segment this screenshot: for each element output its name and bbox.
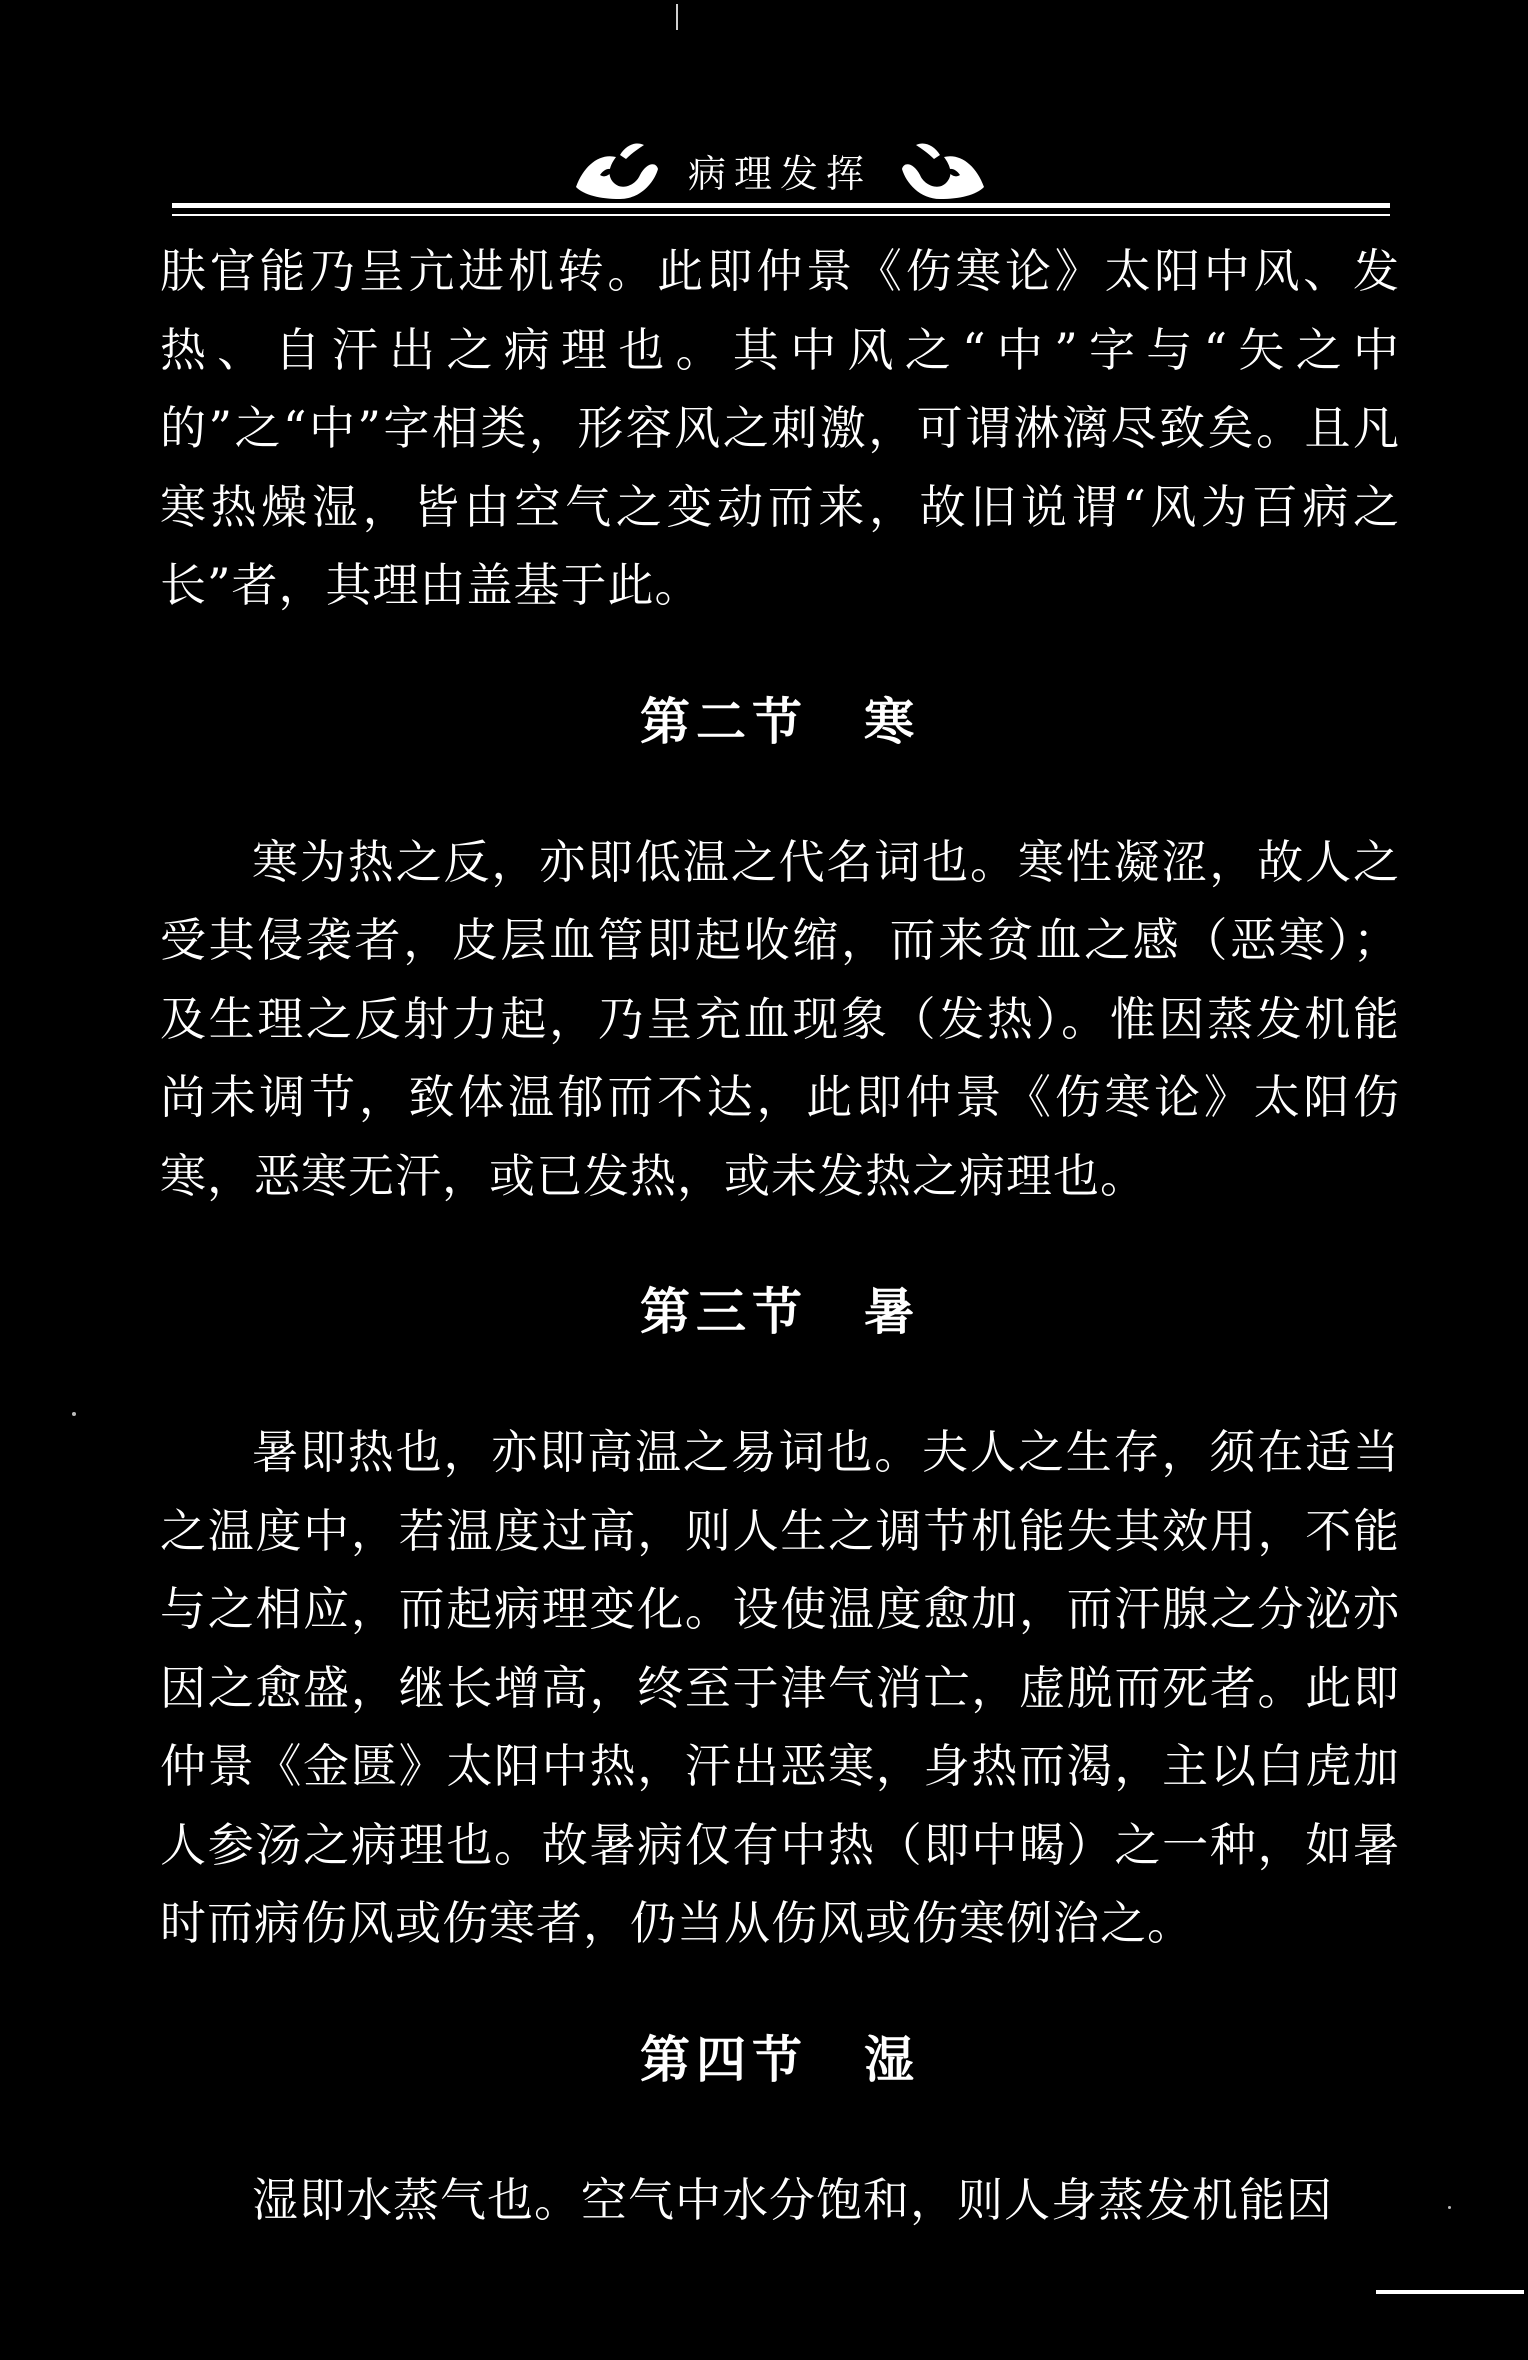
right-ornament-icon — [898, 135, 990, 205]
body-text — [160, 232, 1400, 2239]
section-title-cold: 第二节 寒 — [640, 692, 920, 751]
paragraph-dampness: 湿即水蒸气也。空气中水分饱和，则人身蒸发机能因 — [252, 2172, 1333, 2227]
paragraph-cold: 寒为热之反，亦即低温之代名词也。寒性凝涩，故人之受其侵袭者，皮层血管即起收缩，而来贫血之感（恶寒）；及生理之反射力起，乃呈充血现象（发热）。惟因蒸发机能尚未调节，致体温郁而不达，此即仲景《伤寒论》太阳伤寒，恶寒无汗，或已发热，或未发热之病理也。 — [160, 834, 1400, 1203]
section-title-dampness: 第四节 湿 — [640, 2030, 920, 2089]
section-title-summer-heat: 第三节 暑 — [640, 1283, 920, 1341]
footer-rule — [1376, 2290, 1524, 2294]
header-rule-thin — [172, 214, 1390, 216]
paragraph-summer-heat: 暑即热也，亦即高温之易词也。夫人之生存，须在适当之温度中，若温度过高，则人生之调节机能失其效用，不能与之相应，而起病理变化。设使温度愈加，而汗腺之分泌亦因之愈盛，继长增高，终至于津气消亡，虚脱而死者。此即仲景《金匮》太阳中热，汗出恶寒，身热而渴，主以白虎加人参汤之病理也。故暑病仅有中热（即中暍）之一种，如暑时而病伤风或伤寒者，仍当从伤风或伤寒例治之。 — [160, 1425, 1400, 1950]
header-title: 病理发挥 — [687, 151, 872, 196]
scan-speck — [1448, 2206, 1451, 2209]
scan-speck — [72, 1412, 76, 1416]
header-rule-thick — [172, 203, 1390, 208]
paragraph-continued: 肤官能乃呈亢进机转。此即仲景《伤寒论》太阳中风、发热、自汗出之病理也。其中风之“中”字与“矢之中的”之“中”字相类，形容风之刺激，可谓淋漓尽致矣。且凡寒热燥湿，皆由空气之变动而来，故旧说谓“风为百病之长”者，其理由盖基于此。 — [160, 244, 1400, 612]
left-ornament-icon — [570, 135, 662, 205]
scan-mark — [676, 4, 678, 30]
